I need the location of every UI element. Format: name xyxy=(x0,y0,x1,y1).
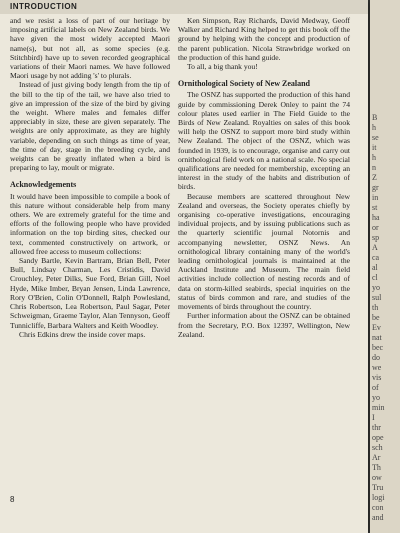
adjacent-page-fragment: h xyxy=(372,153,376,162)
adjacent-page-fragment: con xyxy=(372,503,384,512)
adjacent-page-fragment: h xyxy=(372,123,376,132)
running-head-bar xyxy=(0,0,368,14)
acknowledgement-names: Sandy Bartle, Kevin Bartram, Brian Bell, Peter Bull, Lindsay Charman, Les Cristidis, David Crouchley, Peter Dilks, Sue Ford, Brian Gill, Noel Hyde, Mike Imber, Bryan Jensen, Linda Lawrence, Rory O'Brien, Colin O'Donnell, Ralph Powlesland, Chris Robertson, Lea Robertson, Paul Sagar, Peter Schweigman, Graeme Taylor, Alan Tennyson, Geoff Tunnicliffe, Barbara Walters and Keith Woodley. xyxy=(10,256,170,330)
adjacent-page-fragment: B xyxy=(372,113,378,122)
left-column xyxy=(10,16,170,339)
adjacent-page-fragment: bec xyxy=(372,343,384,352)
adjacent-page-fragment: Th xyxy=(372,463,381,472)
adjacent-page-fragment: and xyxy=(372,513,384,522)
adjacent-page-fragment: I xyxy=(372,413,375,422)
adjacent-page-fragment: Ar xyxy=(372,453,381,462)
running-head: INTRODUCTION xyxy=(10,2,78,11)
adjacent-page-fragment: ca xyxy=(372,253,380,262)
adjacent-page-fragment: ow xyxy=(372,473,382,482)
adjacent-page-fragment: in xyxy=(372,193,379,202)
left-paragraph-1: and we resist a loss of part of our heritage by imposing artificial labels on New Zealand birds. We have given the most widely accepted Maori name(s), but not all, as some species (e.g. Stitchbird) have up to seven recorded geographical variations of their Maori names. We have followed Maori usage by not adding 's' to plurals. xyxy=(10,16,170,81)
adjacent-page-fragment: thr xyxy=(372,423,381,432)
adjacent-page-fragment: Z xyxy=(372,173,377,182)
adjacent-page-fragment: be xyxy=(372,313,380,322)
adjacent-page-fragment: st xyxy=(372,203,378,212)
adjacent-page-fragment: nat xyxy=(372,333,382,342)
adjacent-page-fragment: it xyxy=(372,143,377,152)
adjacent-page-fragment: do xyxy=(372,353,380,362)
adjacent-page-fragment: n xyxy=(372,163,376,172)
page-number: 8 xyxy=(10,495,15,504)
adjacent-page-fragment: Ev xyxy=(372,323,381,332)
right-column xyxy=(178,16,350,339)
adjacent-page-fragment: ope xyxy=(372,433,384,442)
right-paragraph-1: Ken Simpson, Ray Richards, David Medway, Geoff Walker and Richard King helped to get this book off the ground by helping with the concept and production of the parent publication. Nicola Strawbridge worked on the production of this hand guide. xyxy=(178,16,350,62)
left-paragraph-3: It would have been impossible to compile a book of this nature without considerable help from many others. We are extremely grateful for the time and efforts of the following people who have provided information on the top birding sites, checked our text, commented constructively on artwork, or allowed free access to museum collections: xyxy=(10,191,170,256)
adjacent-page-fragment: yo xyxy=(372,393,380,402)
right-paragraph-4: Because members are scattered throughout New Zealand and overseas, the Society operates chiefly by organising co-operative investigations, encouraging individual projects, and by issuing publications such as the quarterly scientific journal Notornis and accompanying newsletter, OSNZ News. An ornithological library containing many of the world's leading ornithological journals is maintained at the Auckland Institute and Museum. The main field activities include collection of nesting records and of data on storm-killed seabirds, special inquiries on the status of birds common and rare, and studies of the movements of birds throughout the country. xyxy=(178,191,350,312)
adjacent-page-fragment: cl xyxy=(372,273,378,282)
adjacent-page-fragment: al xyxy=(372,263,378,272)
adjacent-page-fragment: A xyxy=(372,243,378,252)
adjacent-page-fragment: sul xyxy=(372,293,382,302)
adjacent-page-fragment: gr xyxy=(372,183,379,192)
adjacent-page-fragment: ha xyxy=(372,213,380,222)
adjacent-page-fragment: sch xyxy=(372,443,383,452)
adjacent-page-fragment: we xyxy=(372,363,382,372)
adjacent-page-fragment: th xyxy=(372,303,379,312)
adjacent-page-fragment: Tru xyxy=(372,483,384,492)
right-paragraph-2: To all, a big thank you! xyxy=(187,62,258,72)
osnz-heading: Ornithological Society of New Zealand xyxy=(178,79,310,89)
adjacent-page-edge xyxy=(370,0,400,533)
adjacent-page-fragment: yo xyxy=(372,283,380,292)
adjacent-page-fragment: sp xyxy=(372,233,380,242)
adjacent-page-fragment: se xyxy=(372,133,379,142)
adjacent-page-fragment: min xyxy=(372,403,385,412)
left-paragraph-2: Instead of just giving body length from the tip of the bill to the tip of the tail, we have also tried to give an impression of the size of the bird by giving the weight. Where males and females differ appreciably in size, these are given separately. The weights are only approximate, as they are highly variable, depending on such things as time of year, the time of day, stage in the breeding cycle, and weights can be greatly inflated when a bird is preparing to lay, moult or migrate. xyxy=(10,80,170,173)
adjacent-page-fragment: of xyxy=(372,383,379,392)
adjacent-page-fragment: vis xyxy=(372,373,382,382)
right-paragraph-3: The OSNZ has supported the production of this hand guide by commissioning Derek Onley to paint the 74 colour plates used earlier in The Field Guide to the Birds of New Zealand. Royalties on sales of this book will help the OSNZ to support more bird study within New Zealand. The object of the OSNZ, which was founded in 1939, is to encourage, organise and carry out ornithological field work on a national scale. No special qualifications are needed for membership, excepting an interest in the study of the habits and distribution of birds. xyxy=(178,90,350,192)
adjacent-page-fragment: logi xyxy=(372,493,385,502)
adjacent-page-fragment: or xyxy=(372,223,379,232)
acknowledgements-heading: Acknowledgements xyxy=(10,180,77,190)
right-paragraph-5: Further information about the OSNZ can be obtained from the Secretary, P.O. Box 12397, Wellington, New Zealand. xyxy=(178,311,350,339)
left-paragraph-4: Chris Edkins drew the inside cover maps. xyxy=(19,329,146,339)
